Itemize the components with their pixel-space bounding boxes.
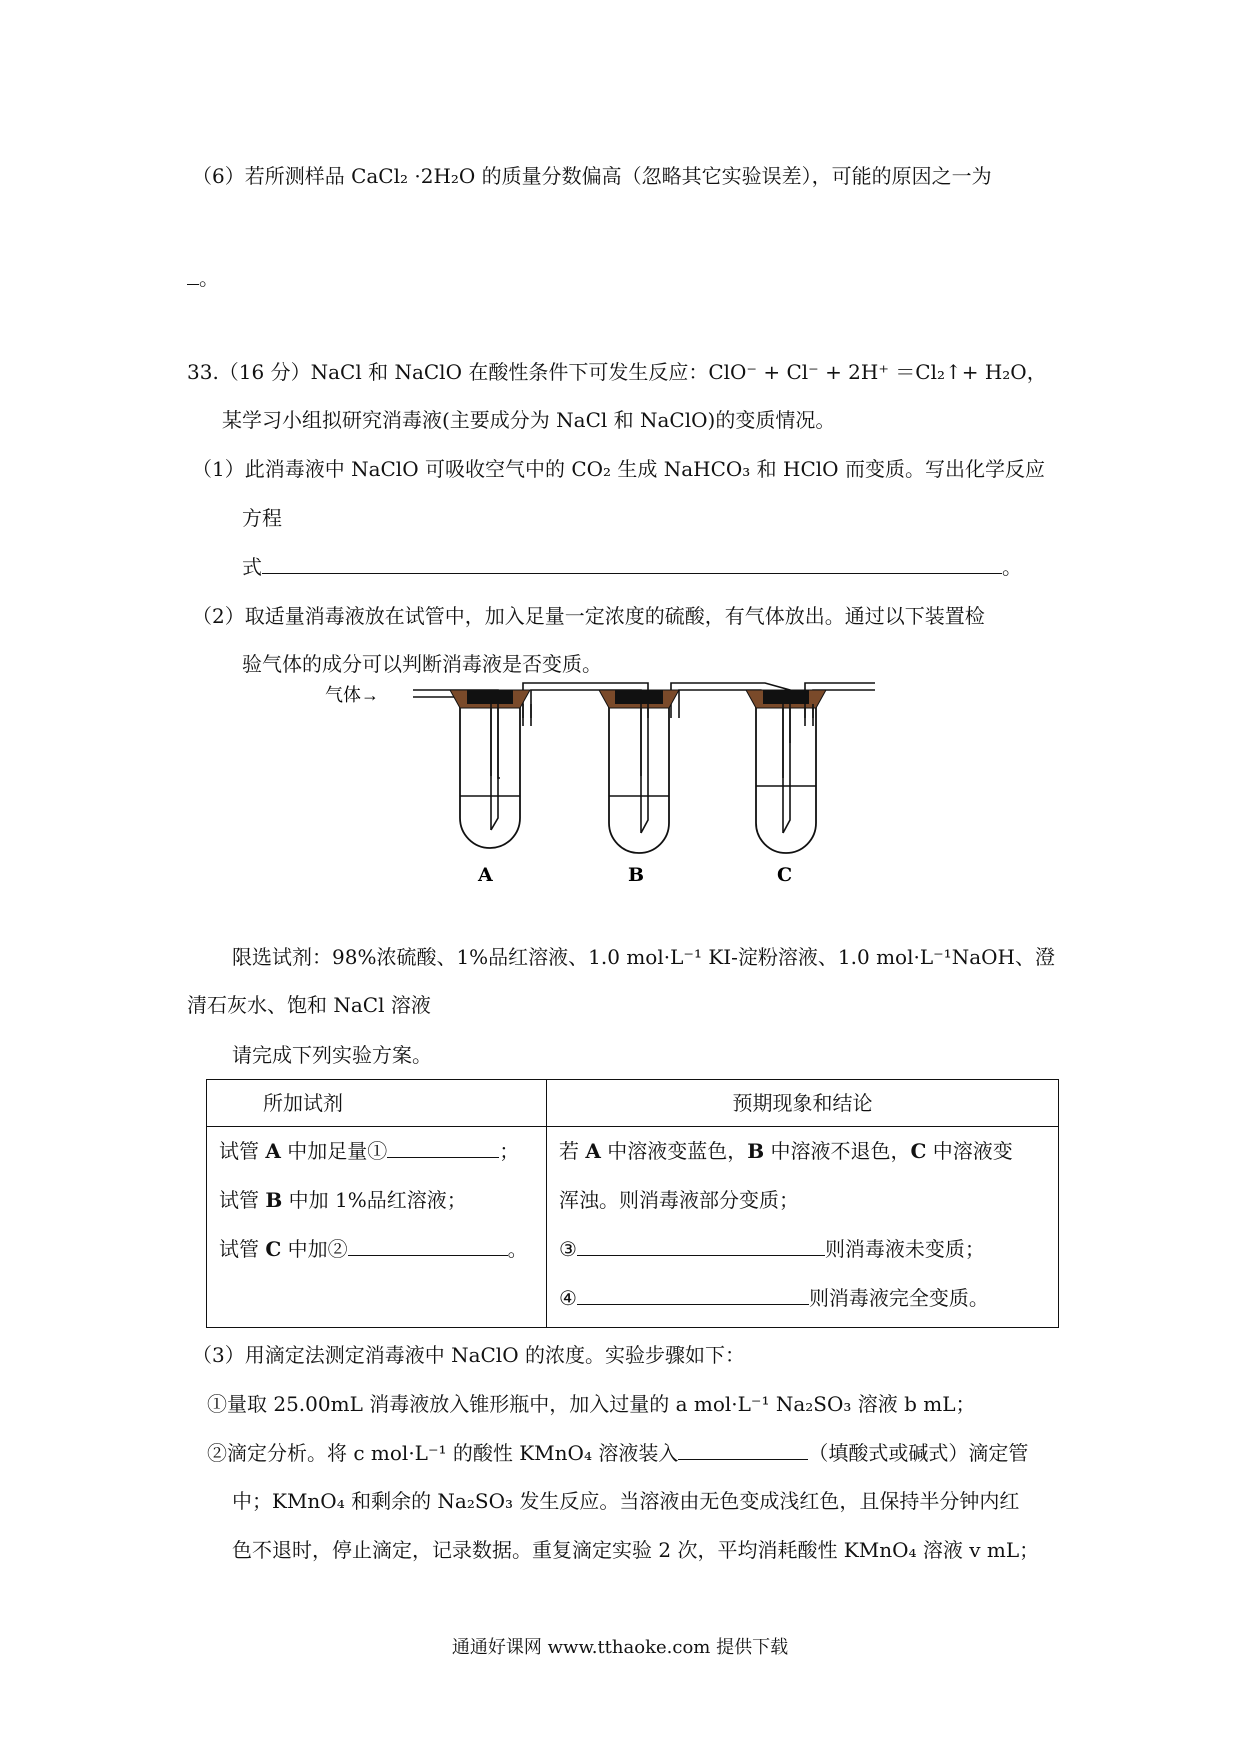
result-3-blank[interactable] bbox=[577, 1237, 825, 1256]
q33-equation: ClO⁻ + Cl⁻ + 2H⁺ ＝Cl₂↑+ H₂O， bbox=[708, 360, 1047, 384]
result-row-1: 若 A 中溶液变蓝色，B 中溶液不退色，C 中溶液变 bbox=[559, 1139, 1013, 1163]
q6-line: （6）若所测样品 CaCl₂ ·2H₂O 的质量分数偏高（忽略其它实验误差），可能的原因之一为 bbox=[192, 164, 992, 188]
reagent-row-a: 试管 A 中加足量① ； bbox=[219, 1139, 520, 1163]
tube-label-a: A bbox=[478, 864, 493, 886]
q33-part1-line3 bbox=[242, 555, 1022, 579]
reagent-row-c: 试管 C 中加② 。 bbox=[219, 1237, 528, 1261]
gas-inlet-label: 气体→ bbox=[325, 685, 379, 705]
q33-part2-line1: （2）取适量消毒液放在试管中，加入足量一定浓度的硫酸，有气体放出。通过以下装置检 bbox=[192, 604, 985, 628]
equation-answer-blank[interactable] bbox=[262, 555, 1002, 574]
q33-part3-step2: ②滴定分析。将 c mol·L⁻¹ 的酸性 KMnO₄ 溶液装入 （填酸式或碱式）滴定管 bbox=[207, 1441, 1029, 1465]
table-body-row bbox=[207, 1127, 1059, 1328]
q6-answer-blank[interactable] bbox=[187, 266, 199, 285]
reagent-c-blank[interactable] bbox=[348, 1237, 508, 1256]
test-tube-b bbox=[599, 690, 679, 886]
q33-part1-end: 。 bbox=[1002, 555, 1022, 579]
q33-part2-line2: 验气体的成分可以判断消毒液是否变质。 bbox=[242, 652, 602, 676]
q33-intro-b: 某学习小组拟研究消毒液(主要成分为 NaCl 和 NaClO)的变质情况。 bbox=[222, 408, 836, 432]
reagents-line1: 限选试剂：98%浓硫酸、1%品红溶液、1.0 mol·L⁻¹ KI-淀粉溶液、1.0 mol·L⁻¹NaOH、澄 bbox=[232, 945, 1055, 969]
tube-label-c: C bbox=[777, 864, 793, 886]
q33-part1-line1: （1）此消毒液中 NaClO 可吸收空气中的 CO₂ 生成 NaHCO₃ 和 HClO 而变质。写出化学反应 bbox=[192, 457, 1045, 481]
q33-intro bbox=[187, 360, 1047, 384]
instruction: 请完成下列实验方案。 bbox=[232, 1043, 432, 1067]
reagent-a-blank[interactable] bbox=[387, 1139, 499, 1158]
result-4-blank[interactable] bbox=[577, 1286, 809, 1305]
reagent-row-b: 试管 B 中加 1%品红溶液； bbox=[219, 1188, 467, 1212]
table-header-row bbox=[207, 1080, 1059, 1127]
header-reagent: 所加试剂 bbox=[207, 1080, 547, 1127]
q33-part3-line1: （3）用滴定法测定消毒液中 NaClO 的浓度。实验步骤如下： bbox=[192, 1343, 745, 1367]
experiment-plan-table bbox=[206, 1079, 1059, 1328]
result-row-3: ③ 则消毒液未变质； bbox=[559, 1237, 985, 1261]
burette-type-blank[interactable] bbox=[678, 1441, 808, 1460]
result-row-4: ④ 则消毒液完全变质。 bbox=[559, 1286, 989, 1310]
q6-tail: 。 bbox=[199, 266, 219, 290]
tube-label-b: B bbox=[628, 864, 645, 886]
q33-part3-step2-line2: 中；KMnO₄ 和剩余的 Na₂SO₃ 发生反应。当溶液由无色变成浅红色，且保持半分钟内红 bbox=[232, 1489, 1020, 1513]
q33-part3-step1: ①量取 25.00mL 消毒液放入锥形瓶中，加入过量的 a mol·L⁻¹ Na₂SO₃ 溶液 b mL； bbox=[207, 1392, 976, 1416]
result-row-2: 浑浊。则消毒液部分变质； bbox=[559, 1188, 799, 1212]
q6-answer-line bbox=[187, 266, 219, 290]
page-footer: 通通好课网 www.tthaoke.com 提供下载 bbox=[451, 1637, 789, 1658]
q33-part1-line2: 方程 bbox=[242, 506, 282, 530]
header-result: 预期现象和结论 bbox=[547, 1080, 1059, 1127]
result-cell bbox=[547, 1127, 1059, 1328]
q33-part3-step2-line3: 色不退时，停止滴定，记录数据。重复滴定实验 2 次，平均消耗酸性 KMnO₄ 溶液 v mL； bbox=[232, 1538, 1040, 1562]
q33-part1-shi: 式 bbox=[242, 555, 262, 579]
test-tube-a bbox=[450, 690, 531, 886]
q33-intro-text: 33.（16 分）NaCl 和 NaClO 在酸性条件下可发生反应： bbox=[187, 360, 709, 384]
reagent-cell bbox=[207, 1127, 547, 1328]
test-tube-c bbox=[746, 690, 826, 886]
apparatus-diagram bbox=[315, 668, 875, 893]
reagents-line2: 清石灰水、饱和 NaCl 溶液 bbox=[187, 993, 431, 1017]
